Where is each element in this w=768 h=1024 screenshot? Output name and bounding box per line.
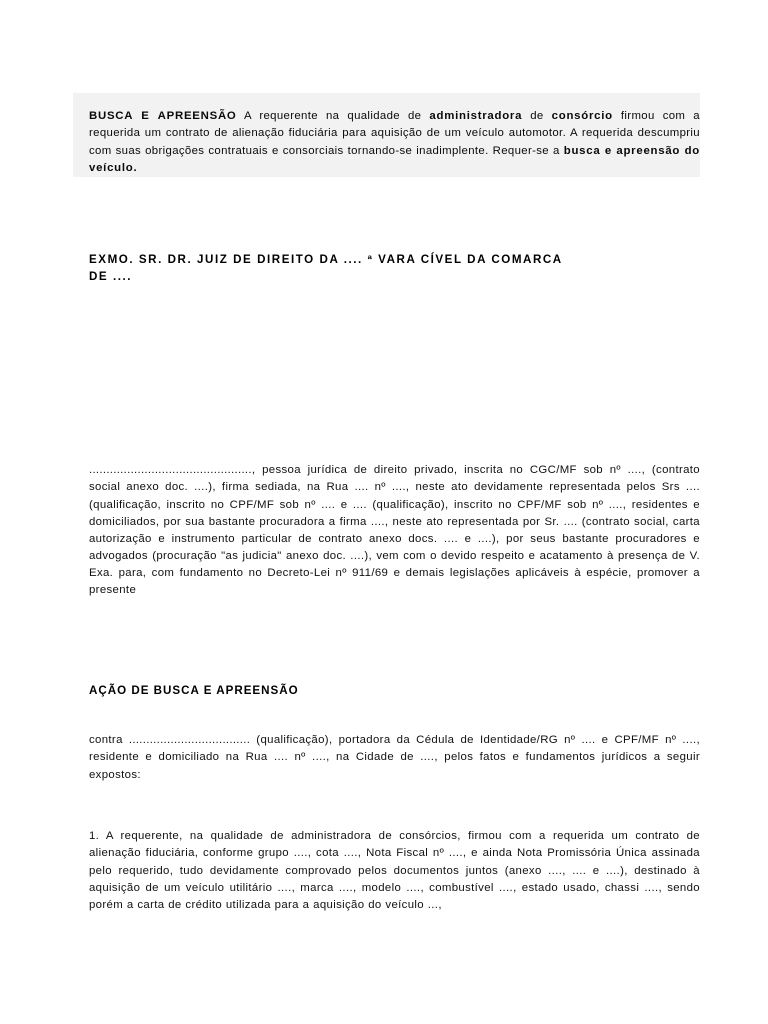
numbered-item-one-paragraph: 1. A requerente, na qualidade de administradora de consórcios, firmou com a requerida um contrato de alienação fiduciária, conforme grupo ...., cota ...., Nota Fiscal nº ...., e ainda Nota Promissória Única assinada pelo requerido, tudo devidamente comprovado pelos documentos juntos (anexo ...., .... e ....), destinado à aquisição de um veículo utilitário ...., marca ...., modelo ...., combustível ...., estado usado, chassi ...., sendo porém a carta de crédito utilizada para a aquisição do veículo ...,: [89, 830, 700, 911]
court-heading-line-1: EXMO. SR. DR. JUIZ DE DIREITO DA .... ª VARA CÍVEL DA COMARCA: [89, 252, 563, 266]
court-address-heading: [89, 251, 700, 286]
summary-paragraph: [89, 108, 700, 176]
action-title-heading: AÇÃO DE BUSCA E APREENSÃO: [89, 683, 299, 697]
qualification-blank-dots: ...............................................: [89, 464, 252, 477]
summary-text-2: de: [522, 110, 552, 123]
court-heading-line-2: DE ....: [89, 270, 133, 284]
summary-lead-bold: BUSCA E APREENSÃO: [89, 110, 237, 123]
summary-bold-busca-apreensao: busca e apreensão do veículo.: [89, 144, 700, 174]
summary-text-1: A requerente na qualidade de: [236, 110, 430, 123]
against-blank-dots: ...................................: [128, 734, 251, 747]
against-body-text: (qualificação), portadora da Cédula de Identidade/RG nº .... e CPF/MF nº ...., residente e domiciliado na Rua .... nº ...., na Cidade de ...., pelos fatos e fundamentos jurídicos a seguir expostos:: [89, 734, 700, 781]
qualification-body-text: , pessoa jurídica de direito privado, inscrita no CGC/MF sob nº ...., (contrato social anexo doc. ....), firma sediada, na Rua .... nº ...., neste ato devidamente representada pelos Srs .... (qualificação, inscrito no CPF/MF sob nº .... e .... (qualificação), inscrito no CPF/MF sob nº ...., residentes e domiciliados, por sua bastante procuradora a firma ...., neste ato representada por Sr. .... (contrato social, carta autorização e instrumento particular de contrato anexo docs. .... e ....), por seus bastante procuradores e advogados (procuração "as judicia" anexo doc. ....), vem com o devido respeito e acatamento à presença de V. Exa. para, com fundamento no Decreto-Lei nº 911/69 e demais legislações aplicáveis à espécie, promover a presente: [89, 464, 700, 597]
summary-bold-administradora: administradora: [429, 110, 523, 123]
against-party-paragraph: [89, 732, 700, 783]
summary-text-3: firmou com a requerida um contrato de alienação fiduciária para aquisição de um veículo automotor. A requerida descumpriu com suas obrigações contratuais e consorciais tornando-se inadimplente. Requer-se a: [89, 110, 700, 157]
against-prefix: contra: [89, 734, 129, 747]
qualification-paragraph: [89, 462, 700, 599]
summary-bold-consorcio: consórcio: [551, 110, 613, 123]
